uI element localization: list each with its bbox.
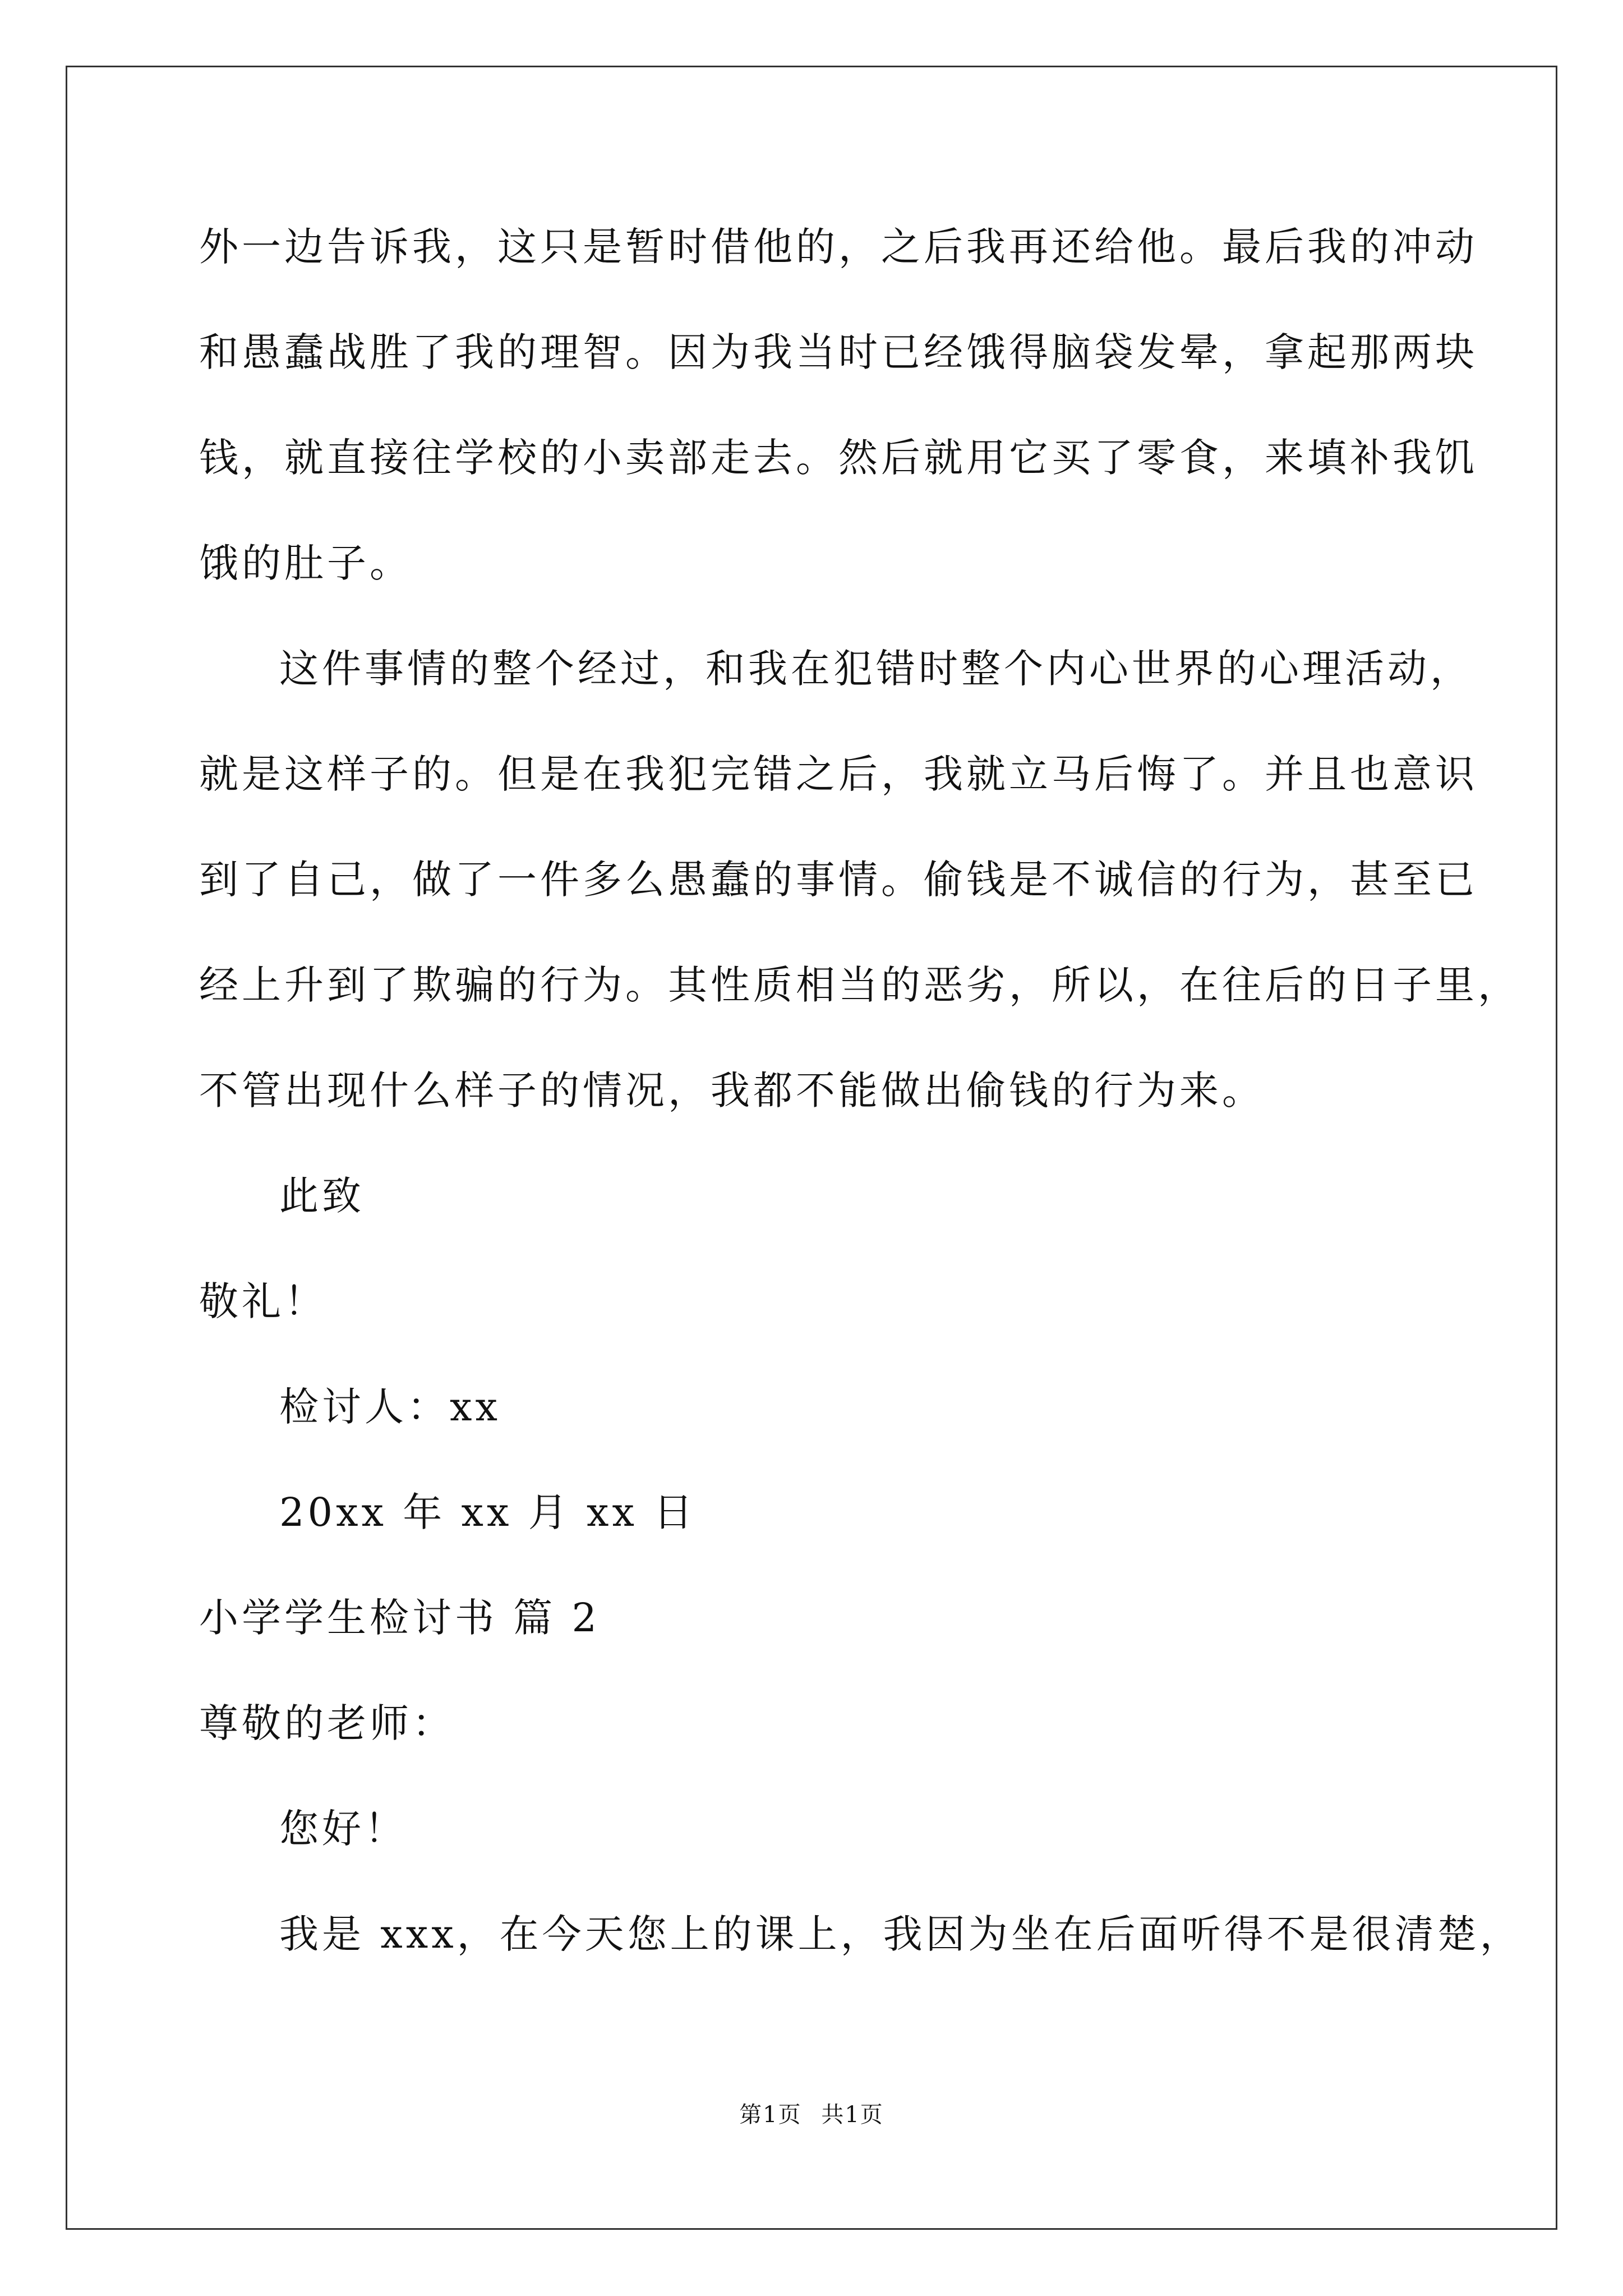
greeting-hello: 您好！: [279, 1806, 407, 1852]
text-line: 不管出现什么样子的情况，我都不能做出偷钱的行为来。: [199, 1068, 1265, 1114]
text-line: 经上升到了欺骗的行为。其性质相当的恶劣，所以，在往后的日子里，: [199, 962, 1520, 1008]
signature-date: 20xx 年 xx 月 xx 日: [279, 1489, 697, 1535]
section-heading: 小学学生检讨书 篇 2: [199, 1595, 601, 1641]
closing-regards: 敬礼！: [199, 1278, 327, 1324]
page-number-current: 第1页: [739, 2102, 802, 2128]
text-line: 钱，就直接往学校的小卖部走去。然后就用它买了零食，来填补我饥: [199, 435, 1478, 481]
text-line: 和愚蠢战胜了我的理智。因为我当时已经饿得脑袋发晕，拿起那两块: [199, 329, 1478, 375]
text-line: 这件事情的整个经过，和我在犯错时整个内心世界的心理活动，: [279, 646, 1473, 692]
text-line: 到了自己，做了一件多么愚蠢的事情。偷钱是不诚信的行为，甚至已: [199, 857, 1478, 903]
document-body: [199, 213, 1523, 2006]
text-line: 外一边告诉我，这只是暂时借他的，之后我再还给他。最后我的冲动: [199, 224, 1478, 270]
greeting: 尊敬的老师：: [199, 1700, 455, 1746]
closing-salutation: 此致: [279, 1173, 365, 1219]
text-line: 我是 xxx，在今天您上的课上，我因为坐在后面听得不是很清楚，: [279, 1911, 1523, 1957]
text-line: 就是这样子的。但是在我犯完错之后，我就立马后悔了。并且也意识: [199, 751, 1478, 797]
page-footer: [0, 2098, 1623, 2132]
signature-author: 检讨人：xx: [279, 1384, 501, 1430]
text-line: 饿的肚子。: [199, 540, 412, 586]
page-number-total: 共1页: [821, 2102, 884, 2128]
